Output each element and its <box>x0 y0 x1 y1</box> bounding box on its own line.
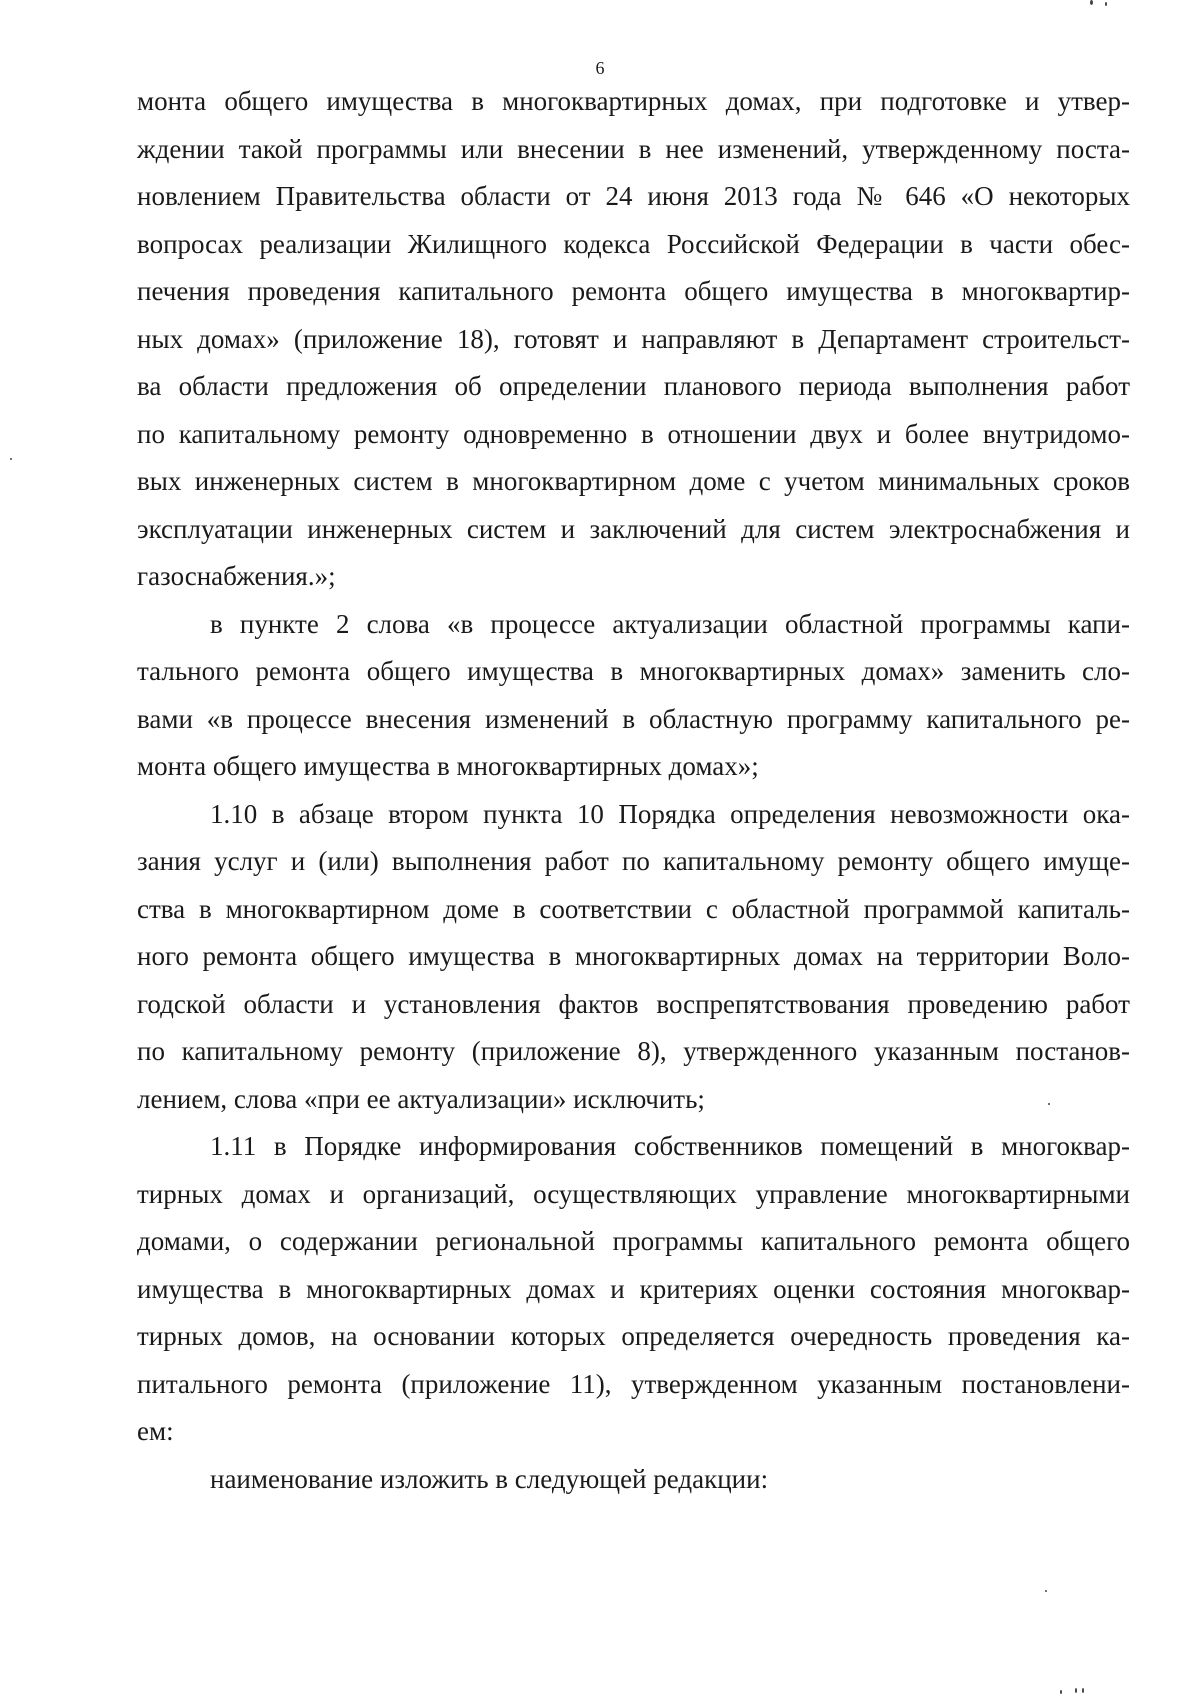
text-line: вых инженерных систем в многоквартирном доме с учетом минимальных сроков <box>137 466 1130 496</box>
text-line: зания услуг и (или) выполнения работ по капитальному ремонту общего имуще- <box>137 846 1130 876</box>
scan-speck <box>10 458 12 460</box>
text-line: имущества в многоквартирных домах и критериях оценки состояния многоквар- <box>137 1273 1130 1304</box>
scan-speck <box>1045 1590 1047 1592</box>
text-line: ных домах» (приложение 18), готовят и направляют в Департамент строительст- <box>137 323 1130 354</box>
document-body <box>137 78 1130 1503</box>
text-line: печения проведения капитального ремонта общего имущества в многоквартир- <box>137 276 1130 306</box>
scan-speck <box>1105 2 1107 6</box>
text-line: ждении такой программы или внесении в нее изменений, утвержденному поста- <box>137 133 1130 164</box>
paragraph-start-line: 1.10 в абзаце втором пункта 10 Порядка определения невозможности ока- <box>210 798 1130 829</box>
text-line: вопросах реализации Жилищного кодекса Российской Федерации в части обес- <box>137 228 1130 259</box>
page-number: 6 <box>595 58 605 78</box>
scan-speck <box>1090 0 1093 5</box>
text-line: по капитальному ремонту одновременно в отношении двух и более внутридомо- <box>137 418 1130 449</box>
text-line: ства в многоквартирном доме в соответствии с областной программой капиталь- <box>137 893 1130 924</box>
text-line: питального ремонта (приложение 11), утвержденном указанным постановлени- <box>137 1368 1130 1399</box>
text-line: домами, о содержании региональной программы капитального ремонта общего <box>137 1226 1130 1256</box>
text-line: годской области и установления фактов воспрепятствования проведению работ <box>137 988 1130 1019</box>
scan-speck <box>1082 1688 1084 1693</box>
scan-speck <box>1075 1688 1077 1693</box>
text-line: ного ремонта общего имущества в многоквартирных домах на территории Воло- <box>137 941 1130 971</box>
text-line: вами «в процессе внесения изменений в областную программу капитального ре- <box>137 703 1130 734</box>
text-line: газоснабжения.»; <box>137 561 336 591</box>
text-line: тирных домов, на основании которых определяется очередность проведения ка- <box>137 1321 1130 1351</box>
text-line: монта общего имущества в многоквартирных домах, при подготовке и утвер- <box>137 86 1130 116</box>
scan-speck <box>1060 1690 1062 1694</box>
text-line: тирных домах и организаций, осуществляющих управление многоквартирными <box>137 1178 1130 1209</box>
text-line: лением, слова «при ее актуализации» исключить; <box>137 1083 705 1114</box>
text-line: тального ремонта общего имущества в многоквартирных домах» заменить сло- <box>137 656 1130 686</box>
paragraph-start-line: 1.11 в Порядке информирования собственников помещений в многоквар- <box>210 1131 1130 1161</box>
paragraph-start-line: в пункте 2 слова «в процессе актуализации областной программы капи- <box>210 608 1130 639</box>
text-line: монта общего имущества в многоквартирных домах»; <box>137 751 759 781</box>
text-line: ем: <box>137 1416 174 1446</box>
text-line: ва области предложения об определении планового периода выполнения работ <box>137 371 1130 401</box>
paragraph-start-line: наименование изложить в следующей редакции: <box>210 1463 769 1494</box>
text-line: по капитальному ремонту (приложение 8), утвержденного указанным постанов- <box>137 1036 1130 1066</box>
text-line: эксплуатации инженерных систем и заключений для систем электроснабжения и <box>137 513 1130 544</box>
text-line: новлением Правительства области от 24 июня 2013 года № 646 «О некоторых <box>137 181 1130 211</box>
scan-speck <box>1048 1103 1050 1105</box>
